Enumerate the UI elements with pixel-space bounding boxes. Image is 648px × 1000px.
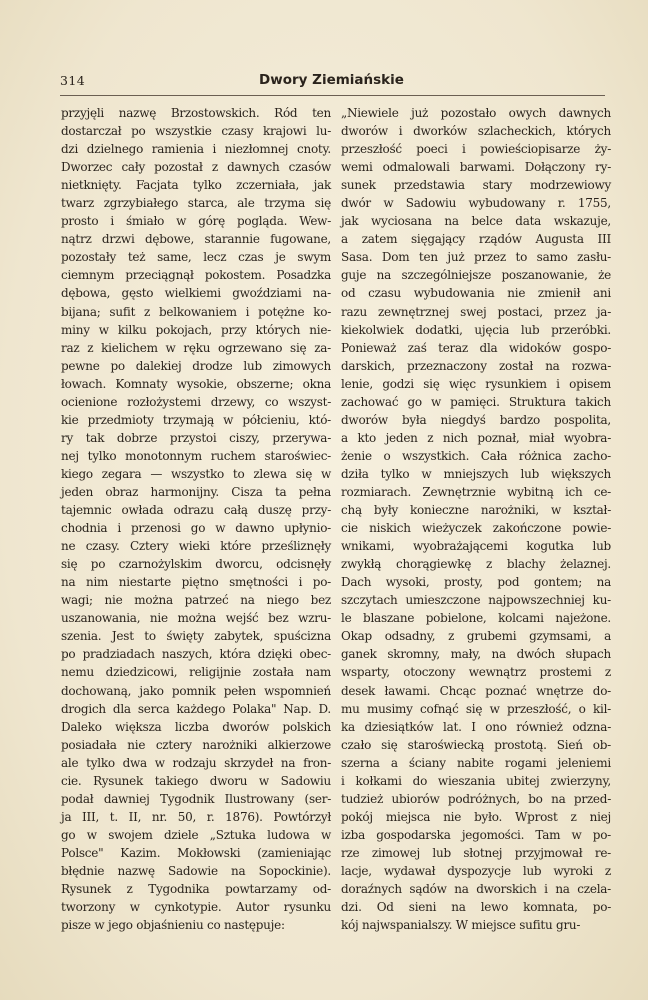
page-number: 314 bbox=[60, 73, 86, 88]
text-line: dworów była niegdyś bardzo pospolita, bbox=[341, 412, 611, 427]
text-line: wemi odmalowali barwami. Dołączony ry- bbox=[341, 160, 611, 175]
page-header bbox=[60, 73, 603, 91]
text-line: Dach wysoki, prosty, pod gontem; na bbox=[341, 575, 611, 590]
text-line: się po czarnożylskim dworcu, odcisnęły bbox=[61, 557, 331, 572]
text-line: tudzież ubiorów podróżnych, bo na przed- bbox=[341, 791, 611, 806]
text-line: pozostały też same, lecz czas je swym bbox=[61, 250, 331, 265]
text-line: razu zewnętrznej swej postaci, przez ja- bbox=[341, 304, 611, 319]
text-line: Rysunek z Tygodnika powtarzamy od- bbox=[61, 882, 331, 897]
text-line: dworów i dworków szlacheckich, których bbox=[341, 124, 611, 139]
text-line: a kto jeden z nich poznał, miał wyobra- bbox=[341, 430, 611, 445]
text-line: miny w kilku pokojach, przy których nie- bbox=[61, 322, 331, 337]
text-line: mu musimy cofnąć się w przeszłość, o kil- bbox=[341, 701, 611, 716]
left-column bbox=[61, 104, 331, 934]
text-line: a zatem sięgający rządów Augusta III bbox=[341, 232, 611, 247]
header-rule bbox=[60, 95, 605, 96]
text-line: przyjęli nazwę Brzostowskich. Ród ten bbox=[61, 106, 331, 120]
text-line: zwykłą chorągiewkę z blachy żelaznej. bbox=[341, 557, 611, 572]
text-line: sunek przedstawia stary modrzewiowy bbox=[341, 178, 611, 193]
text-line: Daleko większa liczba dworów polskich bbox=[61, 719, 331, 734]
text-line: rozmiarach. Zewnętrznie wybitną ich ce- bbox=[341, 484, 611, 499]
text-line: pokój miejsca nie było. Wprost z niej bbox=[341, 809, 611, 824]
text-line: chą były konieczne narożniki, w kształ- bbox=[341, 503, 611, 518]
text-line: cie. Rysunek takiego dworu w Sadowiu bbox=[61, 773, 331, 788]
text-line: dębowa, gęsto wielkiemi gwoździami na- bbox=[61, 286, 331, 301]
text-line: ciemnym przeciągnął pokostem. Posadzka bbox=[61, 268, 331, 283]
text-line: cie niskich wieżyczek zakończone powie- bbox=[341, 521, 611, 536]
text-line: go w swojem dziele „Sztuka ludowa w bbox=[61, 827, 331, 842]
text-line: wsparty, otoczony wewnątrz prostemi z bbox=[341, 665, 611, 680]
text-line: szczytach umieszczone najpowszechniej ku- bbox=[341, 593, 611, 608]
text-line: lacje, wydawał dyspozycje lub wyroki z bbox=[341, 863, 611, 878]
text-line: błędnie nazwę Sadowie na Sopockinie). bbox=[61, 863, 331, 878]
text-line: żenie o wszystkich. Cała różnica zacho- bbox=[341, 448, 611, 463]
text-line: wnikami, wyobrażającemi kogutka lub bbox=[341, 539, 611, 554]
text-line: dzi. Od sieni na lewo komnata, po- bbox=[341, 900, 611, 915]
text-line: i kołkami do wieszania ubitej zwierzyny, bbox=[341, 773, 611, 788]
text-line: Dworzec cały pozostał z dawnych czasów bbox=[61, 160, 331, 175]
text-line: kiego zegara — wszystko to zlewa się w bbox=[61, 466, 331, 481]
text-line: guje na szczególniejsze poszanowanie, że bbox=[341, 268, 611, 283]
text-line: kiekolwiek dodatki, ujęcia lub przeróbki. bbox=[341, 322, 611, 337]
text-line: ocienione rozłożystemi drzewy, co wszyst- bbox=[61, 394, 331, 409]
text-line: zachować go w pamięci. Struktura takich bbox=[341, 394, 611, 409]
text-line: jeden obraz harmonijny. Cisza ta pełna bbox=[61, 484, 331, 499]
text-line: ja III, t. II, nr. 50, r. 1876). Powtórzył bbox=[61, 809, 331, 824]
text-line: po pradziadach naszych, która dzięki obec- bbox=[61, 647, 331, 662]
text-line: ganek skromny, mały, na dwóch słupach bbox=[341, 647, 611, 662]
text-line: szenia. Jest to święty zabytek, spuścizna bbox=[61, 629, 331, 644]
text-line: szerna a ściany nabite rogami jeleniemi bbox=[341, 755, 611, 770]
text-line: dochowaną, jako pomnik pełen wspomnień bbox=[61, 683, 331, 698]
text-line: posiadała nie cztery narożniki alkierzowe bbox=[61, 737, 331, 752]
text-line: dziła tylko w mniejszych lub większych bbox=[341, 466, 611, 481]
text-line: na nim niestarte piętno smętności i po- bbox=[61, 575, 331, 590]
text-line: ale tylko dwa w rodzaju skrzydeł na fron- bbox=[61, 755, 331, 770]
text-line: Ponieważ zaś teraz dla widoków gospo- bbox=[341, 340, 611, 355]
text-line: nej tylko monotonnym ruchem staroświec- bbox=[61, 448, 331, 463]
text-line: „Niewiele już pozostało owych dawnych bbox=[341, 106, 611, 120]
text-line: lenie, godzi się więc rysunkiem i opisem bbox=[341, 376, 611, 391]
text-line: dwór w Sadowiu wybudowany r. 1755, bbox=[341, 196, 611, 211]
text-line: dostarczał po wszystkie czasy krajowi lu- bbox=[61, 124, 331, 139]
text-line: le blaszane pobielone, kolcami najeżone. bbox=[341, 611, 611, 626]
text-line: łowach. Komnaty wysokie, obszerne; okna bbox=[61, 376, 331, 391]
text-line: pisze w jego objaśnieniu co następuje: bbox=[61, 918, 285, 933]
text-line: kie przedmioty trzymają w półcieniu, któ- bbox=[61, 412, 331, 427]
text-line: nietknięty. Facjata tylko zczerniała, jak bbox=[61, 178, 331, 193]
text-line: darskich, przeznaczony został na rozwa- bbox=[341, 358, 611, 373]
text-line: jak wyciosana na belce data wskazuje, bbox=[341, 214, 611, 229]
text-line: ry tak dobrze przystoi ciszy, przerywa- bbox=[61, 430, 331, 445]
text-line: doraźnych sądów na dworskich i na czela- bbox=[341, 882, 611, 897]
text-line: chodnia i przenosi go w dawno upłynio- bbox=[61, 521, 331, 536]
text-line: pewne po dalekiej drodze lub zimowych bbox=[61, 358, 331, 373]
text-line: od czasu wybudowania nie zmienił ani bbox=[341, 286, 611, 301]
text-line: rze zimowej lub słotnej przyjmował re- bbox=[341, 845, 611, 860]
text-line: dzi dzielnego ramienia i niezłomnej cnoty. bbox=[61, 142, 331, 157]
text-line: tworzony w cynkotypie. Autor rysunku bbox=[61, 900, 331, 915]
text-line: wagi; nie można patrzeć na niego bez bbox=[61, 593, 331, 608]
text-line: ka dziesiątków lat. I ono również odzna- bbox=[341, 719, 611, 734]
text-line: przeszłość poeci i powieściopisarze ży- bbox=[341, 142, 611, 157]
text-line: raz z kielichem w ręku ogrzewano się za- bbox=[61, 340, 331, 355]
text-line: izba gospodarska jegomości. Tam w po- bbox=[341, 827, 611, 842]
text-line: desek ławami. Chcąc poznać wnętrze do- bbox=[341, 683, 611, 698]
right-column bbox=[341, 104, 611, 934]
text-line: Sasa. Dom ten już przez to samo zasłu- bbox=[341, 250, 611, 265]
text-line: kój najwspanialszy. W miejsce sufitu gru- bbox=[341, 918, 581, 933]
text-line: uszanowania, nie można wejść bez wzru- bbox=[61, 611, 331, 626]
text-line: ne czasy. Cztery wieki które prześliznęły bbox=[61, 539, 331, 554]
text-line: nemu dziedzicowi, religijnie została nam bbox=[61, 665, 331, 680]
text-line: podał dawniej Tygodnik Ilustrowany (ser- bbox=[61, 791, 331, 806]
text-line: twarz zgrzybiałego starca, ale trzyma się bbox=[61, 196, 331, 211]
running-title: Dwory Ziemiańskie bbox=[259, 72, 404, 88]
text-line: Polsce" Kazim. Mokłowski (zamieniając bbox=[61, 845, 331, 860]
text-line: czało się staroświecką prostotą. Sień ob- bbox=[341, 737, 611, 752]
text-line: prosto i śmiało w górę pogląda. Wew- bbox=[61, 214, 331, 229]
text-line: bijana; sufit z belkowaniem i potężne ko- bbox=[61, 304, 331, 319]
text-line: drogich dla serca każdego Polaka" Nap. D. bbox=[61, 701, 331, 716]
text-line: tajemnic owłada odrazu całą duszę przy- bbox=[61, 503, 331, 518]
text-line: nątrz drzwi dębowe, starannie fugowane, bbox=[61, 232, 331, 247]
text-line: Okap odsadny, z grubemi gzymsami, a bbox=[341, 629, 611, 644]
